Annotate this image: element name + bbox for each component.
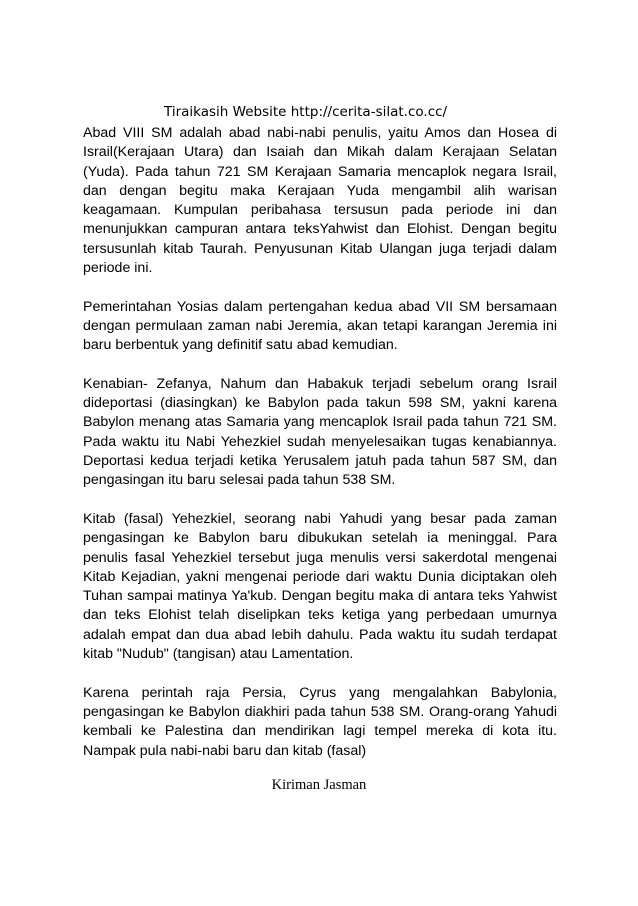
paragraph: Kitab (fasal) Yehezkiel, seorang nabi Yahudi yang besar pada zaman pengasingan ke Babylon baru dibukukan setelah ia meninggal. Para penulis fasal Yehezkiel tersebut juga menulis versi sakerdotal mengenai Kitab Kejadian, yakni mengenai periode dari waktu Dunia diciptakan oleh Tuhan sampai matinya Ya'kub. Dengan begitu maka di antara teks Yahwist dan teks Elohist telah diselipkan teks ketiga yang perbedaan umurnya adalah empat dan dua abad lebih dahulu. Pada waktu itu sudah terdapat kitab "Nudub" (tangisan) atau Lamentation. <box>83 510 557 663</box>
paragraph: Abad VIII SM adalah abad nabi-nabi penulis, yaitu Amos dan Hosea di Israil(Kerajaan Utara) dan Isaiah dan Mikah dalam Kerajaan Selatan (Yuda). Pada tahun 721 SM Kerajaan Samaria mencaplok negara Israil, dan dengan begitu maka Kerajaan Yuda mengambil alih warisan keagamaan. Kumpulan peribahasa tersusun pada periode ini dan menunjukkan campuran antara teksYahwist dan Elohist. Dengan begitu tersusunlah kitab Taurah. Penyusunan Kitab Ulangan juga terjadi dalam periode ini. <box>83 125 557 277</box>
page-footer: Kiriman Jasman <box>271 777 367 793</box>
paragraph: Karena perintah raja Persia, Cyrus yang mengalahkan Babylonia, pengasingan ke Babylon diakhiri pada tahun 538 SM. Orang-orang Yahudi kembali ke Palestina dan mendirikan lagi tempel mereka di kota itu. Nampak pula nabi-nabi baru dan kitab (fasal) <box>83 684 557 759</box>
document-body <box>83 124 557 761</box>
paragraph: Kenabian- Zefanya, Nahum dan Habakuk terjadi sebelum orang Israil dideportasi (diasingkan) ke Babylon pada takun 598 SM, yakni karena Babylon menang atas Samaria yang mencaplok Israil pada tahun 721 SM. Pada waktu itu Nabi Yehezkiel sudah menyelesaikan tugas kenabiannya. Deportasi kedua terjadi ketika Yerusalem jatuh pada tahun 587 SM, dan pengasingan itu baru selesai pada tahun 538 SM. <box>83 375 557 489</box>
paragraph: Pemerintahan Yosias dalam pertengahan kedua abad VII SM bersamaan dengan permulaan zaman nabi Jeremia, akan tetapi karangan Jeremia ini baru berbentuk yang definitif satu abad kemudian. <box>83 298 557 354</box>
page-header: Tiraikasih Website http://cerita-silat.co.cc/ <box>164 104 448 120</box>
